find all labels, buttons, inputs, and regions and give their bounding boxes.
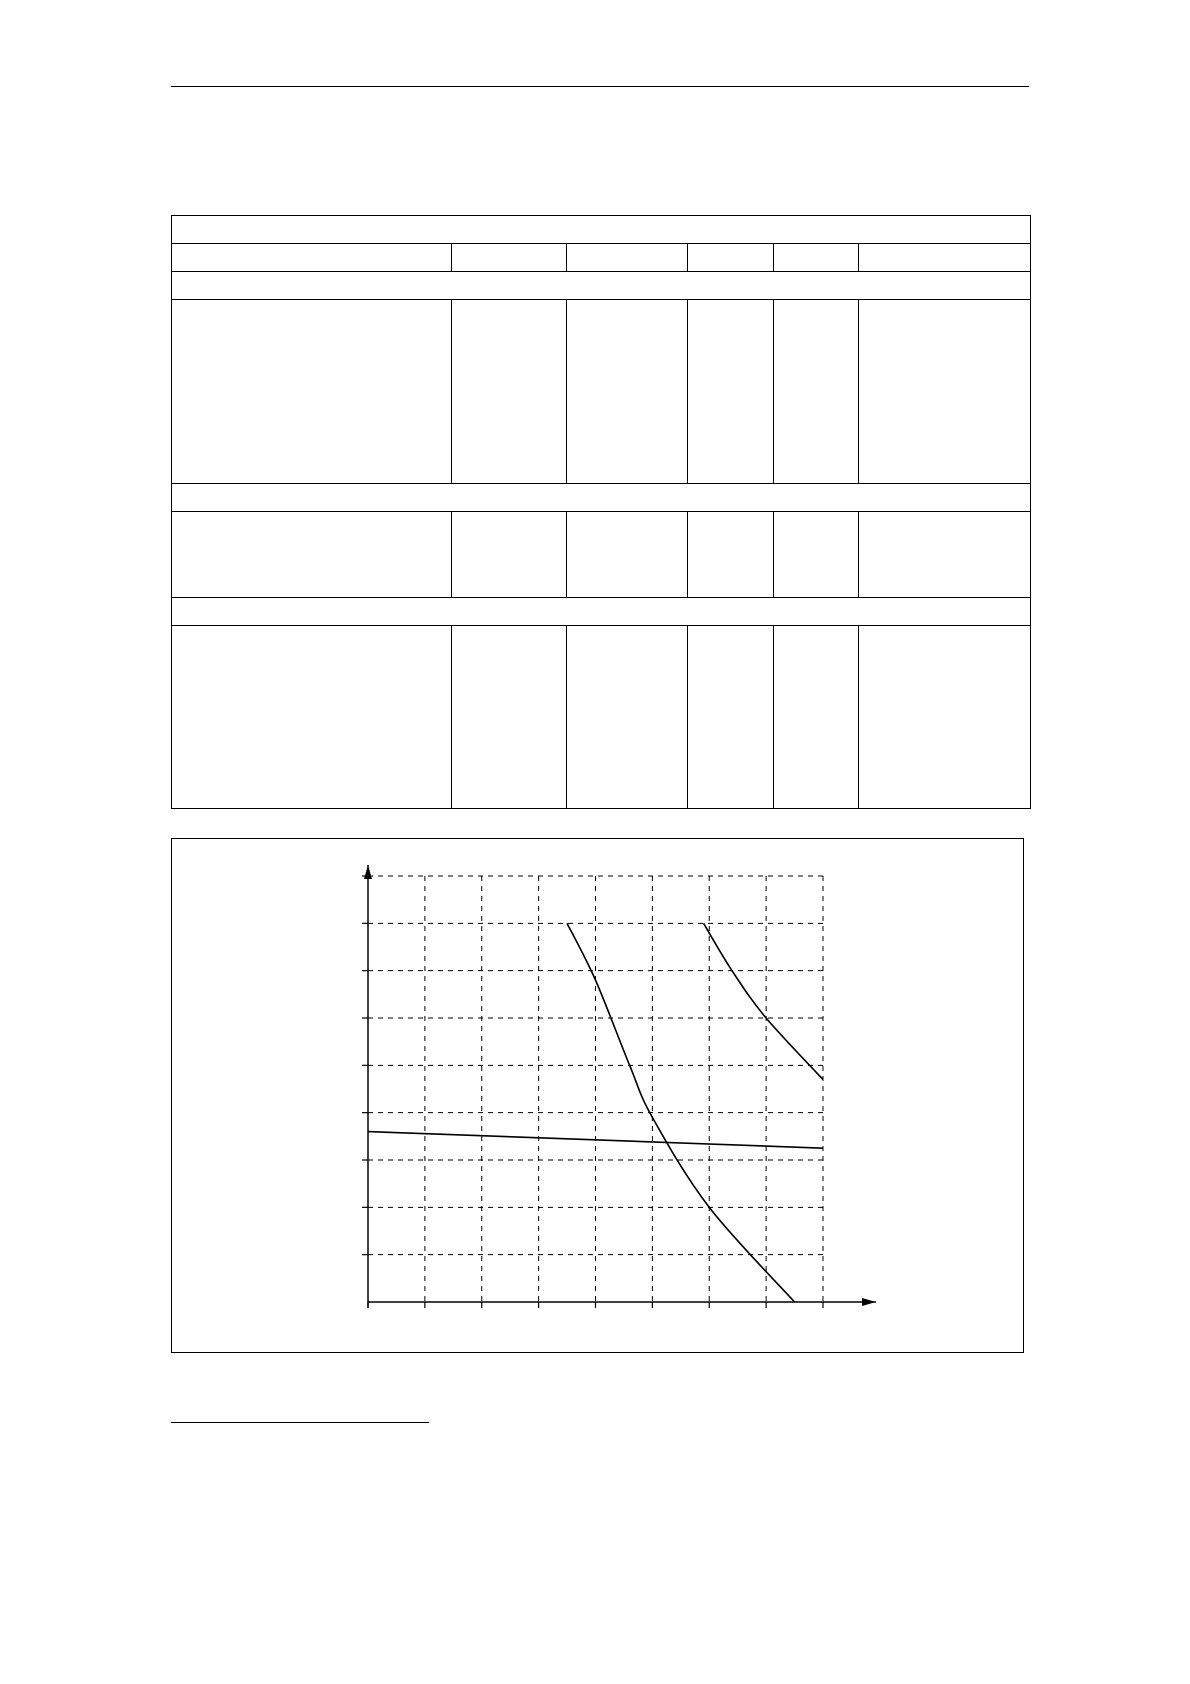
table-cell: [452, 512, 567, 598]
spec-table: [171, 215, 1031, 809]
section-cell: [172, 484, 1031, 512]
header-cell: [774, 244, 859, 272]
header-cell: [567, 244, 688, 272]
table-cell: [452, 300, 567, 484]
header-cell: [172, 244, 452, 272]
table-cell: [859, 512, 1031, 598]
section-cell: [172, 272, 1031, 300]
x-axis-arrow: [862, 1298, 876, 1306]
table-cell: [688, 512, 774, 598]
table-cell: [688, 626, 774, 809]
table-cell: [859, 300, 1031, 484]
header-cell: [452, 244, 567, 272]
table-cell: [452, 626, 567, 809]
section-cell: [172, 598, 1031, 626]
footnote-rule: [171, 1422, 429, 1423]
table-cell: [774, 626, 859, 809]
table-cell: [567, 512, 688, 598]
table-title-row: [172, 216, 1031, 244]
table-cell: [172, 512, 452, 598]
table-cell: [774, 300, 859, 484]
section-row: [172, 484, 1031, 512]
table-cell: [172, 300, 452, 484]
chart-frame: [171, 838, 1024, 1353]
table-cell: [567, 300, 688, 484]
series-line-3: [368, 1132, 823, 1149]
table-cell: [688, 300, 774, 484]
y-axis-arrow: [364, 865, 372, 879]
section-row: [172, 272, 1031, 300]
table-cell: [774, 512, 859, 598]
chart-svg: [172, 839, 1025, 1354]
table-row: [172, 300, 1031, 484]
table-header-row: [172, 244, 1031, 272]
table-cell: [172, 626, 452, 809]
series-curve-2: [704, 923, 823, 1079]
table-row: [172, 512, 1031, 598]
table-cell: [567, 626, 688, 809]
table-row: [172, 626, 1031, 809]
table-cell: [859, 626, 1031, 809]
header-cell: [688, 244, 774, 272]
table-title-cell: [172, 216, 1031, 244]
header-rule: [171, 86, 1029, 87]
header-cell: [859, 244, 1031, 272]
section-row: [172, 598, 1031, 626]
